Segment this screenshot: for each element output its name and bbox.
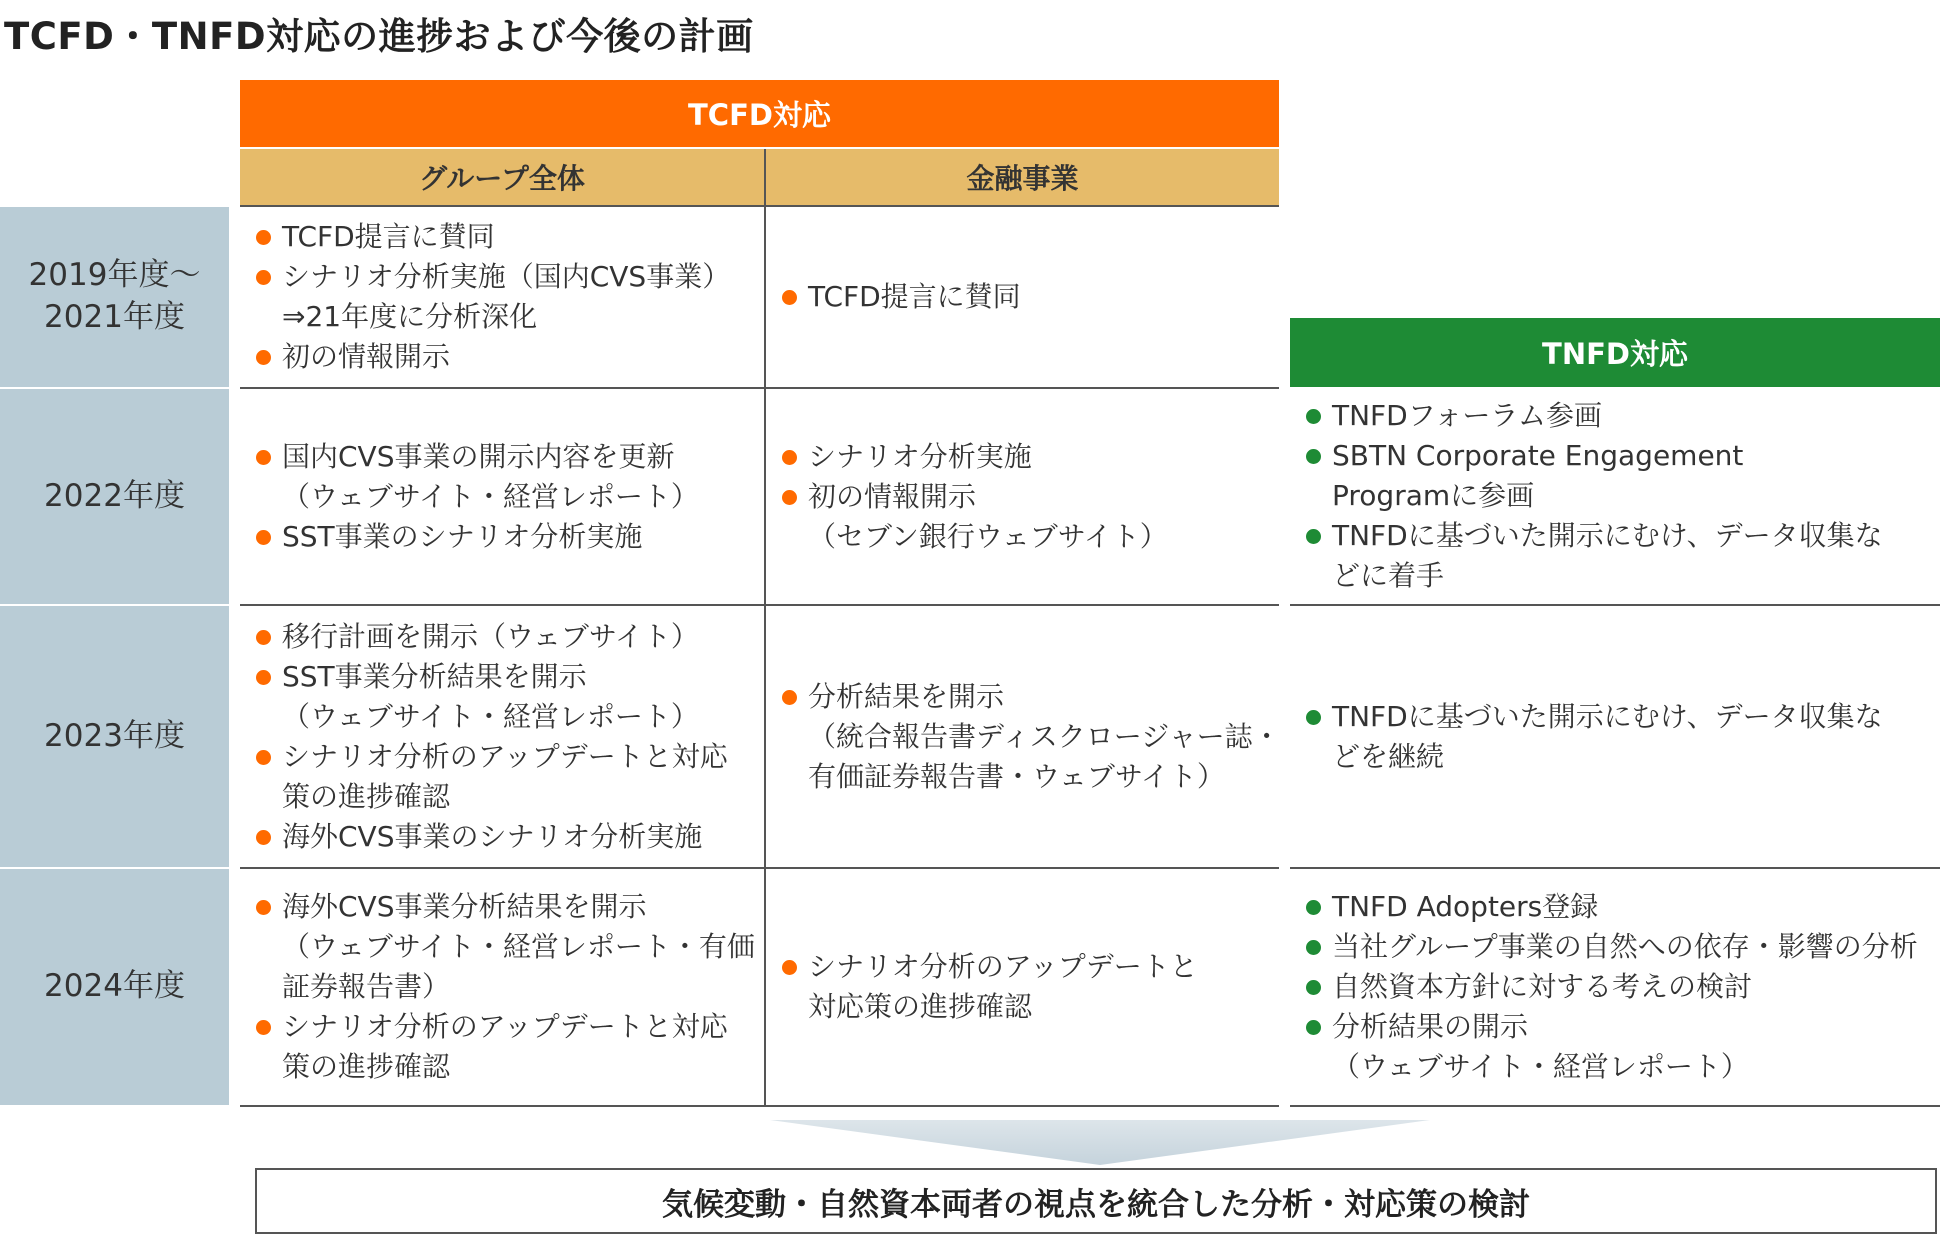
tnfd-bullet-item [1304,887,1940,927]
tnfd-bullet-line: SBTN Corporate Engagement [1332,439,1744,472]
group-header: グループ全体 [240,149,764,205]
finance-bullet-line: TCFD提言に賛同 [808,280,1021,313]
finance-bullet-item [780,437,1279,477]
finance-bullet-line: （統合報告書ディスクロージャー誌・ [808,719,1281,753]
column-divider [764,149,766,1106]
group-bullet-item [254,887,764,1007]
group-bullet-line: （ウェブサイト・経営レポート） [282,479,699,513]
group-bullet-item [254,337,764,377]
header-divider [240,205,1279,207]
tnfd-cell [1290,206,1940,388]
tnfd-header: TNFD対応 [1290,318,1940,387]
group-bullet-line: シナリオ分析のアップデートと対応 [282,739,728,773]
tnfd-bullet-item [1304,436,1940,516]
group-bullet-line: 証券報告書） [282,970,451,1003]
group-cell [240,868,764,1106]
tnfd-bullet-line: どを継続 [1332,739,1445,773]
finance-cell [766,868,1279,1106]
tnfd-bullet-line: TNFDフォーラム参画 [1332,399,1603,432]
finance-bullet-item [780,947,1279,1027]
tnfd-bullet-line: どに着手 [1332,559,1445,592]
finance-bullet-line: 対応策の進捗確認 [808,990,1033,1023]
year-label-line: 2022年度 [44,477,185,514]
group-cell [240,388,764,605]
group-bullet-line: 海外CVS事業のシナリオ分析実施 [282,819,703,853]
year-label [0,389,229,604]
tnfd-bullet-item [1304,697,1940,777]
page-title: TCFD・TNFD対応の進捗および今後の計画 [4,15,754,58]
year-label [0,606,229,867]
funnel-arrow [770,1120,1430,1165]
finance-bullet-item [780,677,1279,797]
conclusion-box: 気候変動・自然資本両者の視点を統合した分析・対応策の検討 [255,1168,1937,1234]
group-bullet-item [254,737,764,817]
group-bullet-item [254,517,764,557]
tnfd-bullet-item [1304,967,1940,1007]
group-bullet-line: TCFD提言に賛同 [282,220,495,253]
tnfd-bullet-item [1304,396,1940,436]
tnfd-row-divider [1290,1105,1940,1107]
finance-bullet-line: シナリオ分析のアップデートと [808,950,1198,983]
tcfd-header: TCFD対応 [240,80,1279,147]
group-bullet-item [254,257,764,337]
tnfd-bullet-line: 分析結果の開示 [1332,1010,1529,1043]
group-bullet-item [254,437,764,517]
tnfd-bullet-line: TNFD Adopters登録 [1332,890,1599,923]
finance-bullet-line: 有価証券報告書・ウェブサイト） [808,759,1225,793]
group-bullet-line: （ウェブサイト・経営レポート） [282,699,699,733]
tnfd-bullet-line: TNFDに基づいた開示にむけ、データ収集な [1332,519,1883,552]
year-label [0,207,229,387]
finance-cell [766,605,1279,868]
tnfd-bullet-item [1304,516,1940,596]
year-label-line: 2021年度 [44,299,185,335]
group-bullet-line: 策の進捗確認 [282,779,451,813]
finance-bullet-line: 初の情報開示 [808,479,977,513]
year-label-line: 2019年度〜 [28,257,201,294]
tnfd-bullet-line: Programに参画 [1332,479,1535,512]
group-bullet-item [254,817,764,857]
group-cell [240,206,764,388]
group-bullet-item [254,617,764,657]
finance-bullet-line: 分析結果を開示 [808,679,1005,713]
group-bullet-line: SST事業分析結果を開示 [282,659,587,693]
group-bullet-item [254,1007,764,1087]
group-cell [240,605,764,868]
group-bullet-line: 策の進捗確認 [282,1050,451,1083]
finance-bullet-line: （セブン銀行ウェブサイト） [808,519,1168,553]
finance-cell [766,388,1279,605]
group-bullet-line: 国内CVS事業の開示内容を更新 [282,439,675,473]
tnfd-cell [1290,388,1940,605]
finance-header: 金融事業 [766,149,1279,205]
tnfd-bullet-line: TNFDに基づいた開示にむけ、データ収集な [1332,699,1883,733]
group-bullet-line: シナリオ分析実施（国内CVS事業） [282,260,731,293]
row-divider [240,1105,1279,1107]
group-bullet-line: SST事業のシナリオ分析実施 [282,519,643,553]
tnfd-bullet-item [1304,927,1940,967]
year-label-line: 2023年度 [44,717,185,754]
tnfd-bullet-item [1304,1007,1940,1087]
year-label [0,869,229,1105]
group-bullet-line: 移行計画を開示（ウェブサイト） [282,619,699,653]
group-bullet-line: シナリオ分析のアップデートと対応 [282,1010,728,1043]
year-label-line: 2024年度 [44,968,185,1005]
group-bullet-line: （ウェブサイト・経営レポート・有価 [282,930,755,963]
tnfd-bullet-line: 自然資本方針に対する考えの検討 [1332,970,1753,1003]
group-bullet-line: 海外CVS事業分析結果を開示 [282,890,647,923]
tnfd-bullet-line: 当社グループ事業の自然への依存・影響の分析 [1332,930,1918,963]
tnfd-cell [1290,605,1940,868]
group-bullet-item [254,217,764,257]
group-bullet-line: ⇒21年度に分析深化 [282,300,538,333]
finance-bullet-item [780,477,1279,557]
group-bullet-line: 初の情報開示 [282,340,451,373]
finance-bullet-item [780,277,1279,317]
tnfd-cell [1290,868,1940,1106]
tnfd-bullet-line: （ウェブサイト・経営レポート） [1332,1050,1749,1083]
group-bullet-item [254,657,764,737]
finance-cell [766,206,1279,388]
finance-bullet-line: シナリオ分析実施 [808,439,1032,473]
